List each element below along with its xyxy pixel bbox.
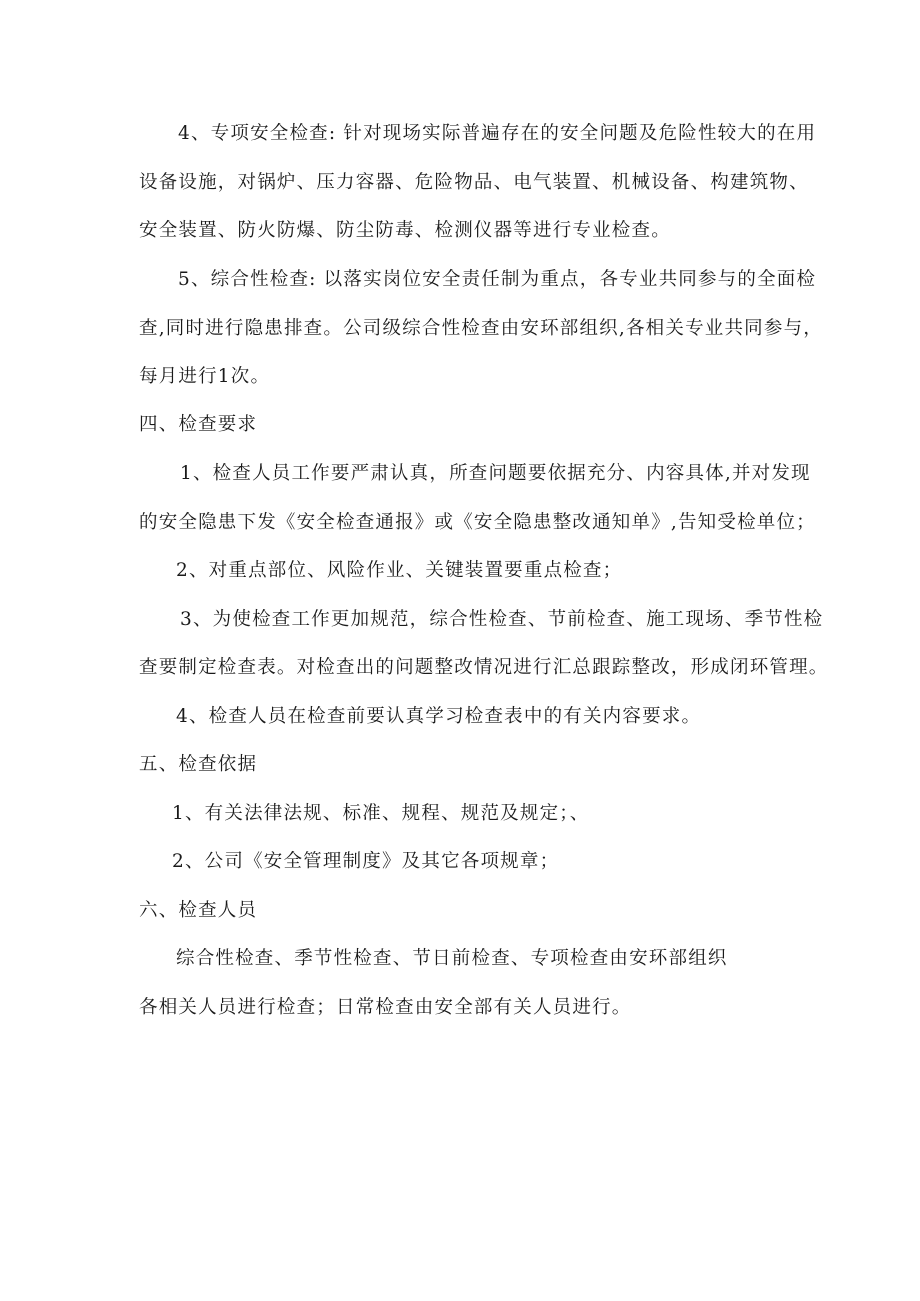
requirement-1-line-2: 的安全隐患下发《安全检查通报》或《安全隐患整改通知单》,告知受检单位； [139,512,816,533]
basis-2: 2、公司《安全管理制度》及其它各项规章； [172,851,560,872]
requirement-3-line-2: 查要制定检查表。对检查出的问题整改情况进行汇总跟踪整改，形成闭环管理。 [139,657,829,678]
section-heading-basis: 五、检查依据 [139,754,258,775]
basis-1: 1、有关法律法规、标准、规程、规范及规定；、 [172,803,590,824]
paragraph-5-line-3: 每月进行1次。 [139,366,271,387]
requirement-4: 4、检查人员在检查前要认真学习检查表中的有关内容要求。 [176,706,702,727]
paragraph-5-line-2: 查,同时进行隐患排查。公司级综合性检查由安环部组织,各相关专业共同参与， [139,318,823,339]
requirement-2: 2、对重点部位、风险作业、关键装置要重点检查； [176,560,623,581]
paragraph-4-line-1: 4、专项安全检查: 针对现场实际普遍存在的安全问题及危险性较大的在用 [178,123,817,144]
paragraph-4-line-3: 安全装置、防火防爆、防尘防毒、检测仪器等进行专业检查。 [139,220,671,241]
requirement-3-line-1: 3、为使检查工作更加规范，综合性检查、节前检查、施工现场、季节性检 [180,609,824,630]
paragraph-5-line-1: 5、综合性检查: 以落实岗位安全责任制为重点，各专业共同参与的全面检 [178,269,817,290]
requirement-1-line-1: 1、检查人员工作要严肃认真，所查问题要依据充分、内容具体,并对发现 [180,463,811,484]
personnel-line-2: 各相关人员进行检查；日常检查由安全部有关人员进行。 [139,997,632,1018]
personnel-line-1: 综合性检查、季节性检查、节日前检查、专项检查由安环部组织 [176,948,728,969]
section-heading-requirements: 四、检查要求 [139,414,258,435]
section-heading-personnel: 六、检查人员 [139,900,258,921]
paragraph-4-line-2: 设备设施，对锅炉、压力容器、危险物品、电气装置、机械设备、构建筑物、 [139,172,809,193]
